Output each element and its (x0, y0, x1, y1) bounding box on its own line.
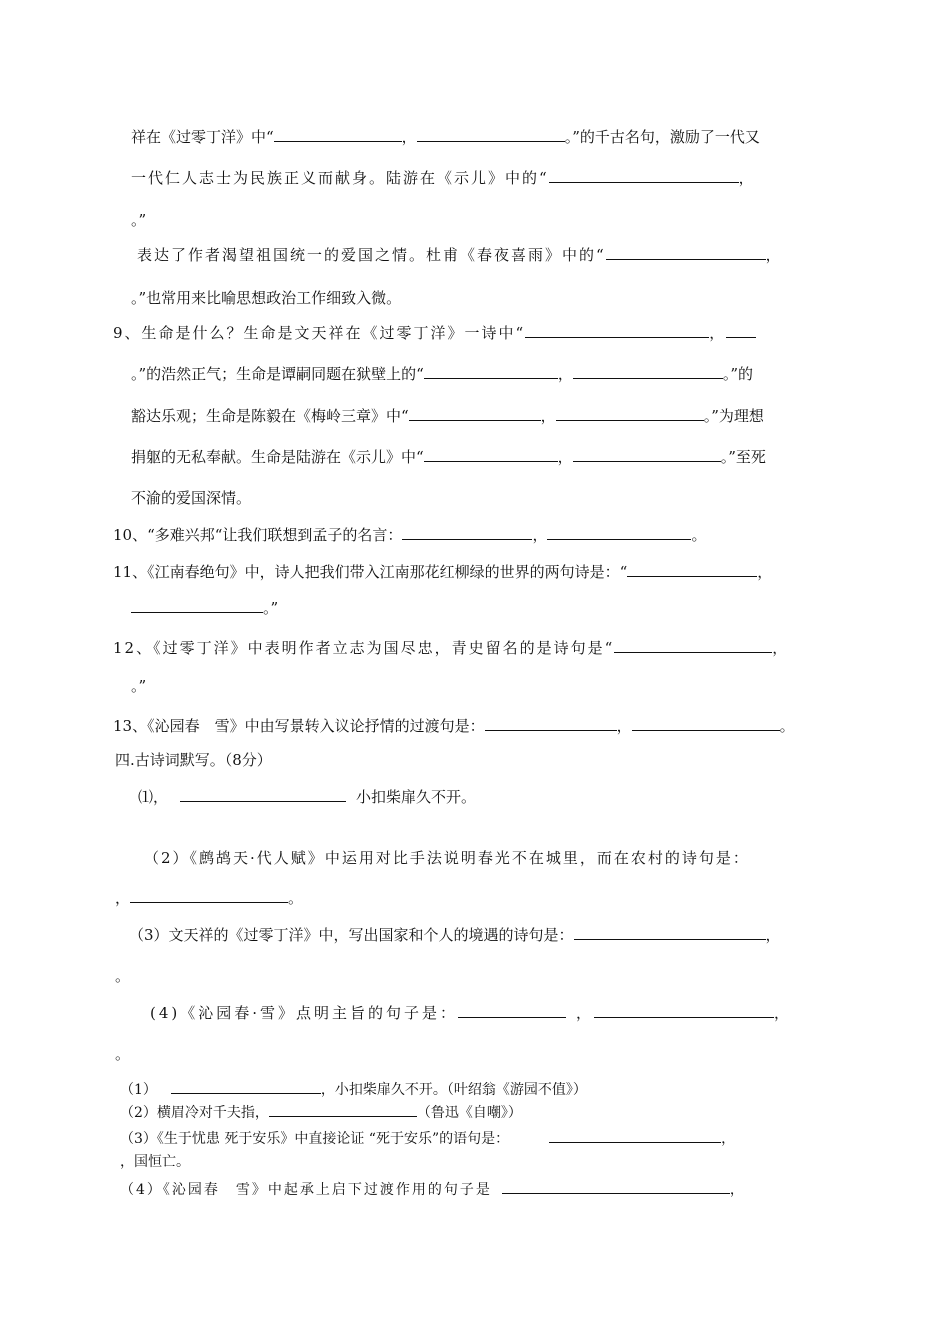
text-line: 。”也常用来比喻思想政治工作细致入微。 (131, 289, 402, 307)
text-line: （2）《鹧鸪天·代人赋》中运用对比手法说明春光不在城里，而在农村的诗句是： (144, 849, 750, 867)
blank[interactable] (632, 716, 780, 731)
blank[interactable] (274, 127, 402, 142)
text-line: 。 (115, 1045, 131, 1063)
text-line: 。” (131, 211, 147, 229)
blank[interactable] (614, 638, 772, 653)
blank[interactable] (547, 525, 691, 540)
text-line: （2）横眉冷对千夫指， （鲁迅《自嘲》） (120, 1105, 522, 1121)
text-line: （3）《生于忧患 死于安乐》中直接论证 “死于安乐”的语句是： ， (120, 1131, 736, 1147)
text-line: 捐躯的无私奉献。生命是陆游在《示儿》中“ ， 。”至死 (131, 448, 766, 466)
question-9: 9、生命是什么？生命是文天祥在《过零丁洋》一诗中“ ， (113, 323, 756, 343)
blank[interactable] (606, 245, 766, 260)
text-line: （4）《沁园春 雪》中起承上启下过渡作用的句子是 ， (120, 1182, 746, 1198)
blank[interactable] (402, 525, 532, 540)
blank[interactable] (573, 364, 723, 379)
blank[interactable] (485, 716, 617, 731)
blank[interactable] (627, 562, 757, 577)
text-line: 。” (131, 677, 147, 695)
blank[interactable] (417, 127, 565, 142)
blank[interactable] (171, 1080, 321, 1094)
text-line: 表达了作者渴望祖国统一的爱国之情。杜甫《春夜喜雨》中的“ ， (137, 246, 783, 264)
text-line: ， 。 (115, 889, 304, 907)
question-13: 13、《沁园春 雪》中由写景转入议论抒情的过渡句是： ， 。 (113, 717, 795, 735)
blank[interactable] (409, 406, 541, 421)
blank[interactable] (502, 1180, 730, 1194)
blank[interactable] (458, 1003, 566, 1018)
blank[interactable] (180, 787, 346, 802)
blank[interactable] (424, 447, 558, 462)
text-line: ，国恒亡。 (120, 1154, 190, 1170)
text-line: 不渝的爱国深情。 (131, 489, 252, 507)
question-11: 11、《江南春绝句》中，诗人把我们带入江南那花红柳绿的世界的两句诗是：“ ， (113, 563, 773, 581)
blank[interactable] (525, 323, 709, 338)
blank[interactable] (573, 447, 721, 462)
blank[interactable] (424, 364, 558, 379)
text-line: 一代仁人志士为民族正义而献身。陆游在《示儿》中的“ ， (131, 169, 756, 187)
text-line: （3）文天祥的《过零丁洋》中，写出国家和个人的境遇的诗句是： ， (129, 926, 781, 944)
blank[interactable] (726, 323, 756, 338)
text-line: 。” (131, 598, 278, 618)
blank[interactable] (574, 925, 766, 940)
text-line: ⑴， 小扣柴扉久不开。 (138, 788, 477, 806)
text-line: 。”的浩然正气；生命是谭嗣同题在狱壁上的“ ， 。”的 (131, 365, 754, 383)
blank[interactable] (549, 1129, 721, 1143)
blank[interactable] (269, 1103, 417, 1117)
question-10: 10、“多难兴邦“让我们联想到孟子的名言： ， 。 (113, 526, 707, 544)
section-heading: 四.古诗词默写。（8分） (115, 751, 272, 769)
blank[interactable] (130, 888, 288, 903)
question-12: 12、《过零丁洋》中表明作者立志为国尽忠，青史留名的是诗句是“ ， (113, 639, 790, 657)
blank[interactable] (549, 168, 739, 183)
blank[interactable] (594, 1003, 774, 1018)
text-line: （1） ，小扣柴扉久不开。（叶绍翁《游园不值》） (120, 1082, 587, 1098)
text-line: 。 (115, 967, 131, 985)
text-line: 祥在《过零丁洋》中“ ， 。”的千古名句，激励了一代又 (131, 128, 760, 146)
blank[interactable] (556, 406, 704, 421)
blank[interactable] (131, 598, 263, 613)
text-line: 豁达乐观；生命是陈毅在《梅岭三章》中“ ， 。”为理想 (131, 407, 764, 425)
text-line: (4)《沁园春·雪》点明主旨的句子是： ， ， (150, 1004, 793, 1022)
